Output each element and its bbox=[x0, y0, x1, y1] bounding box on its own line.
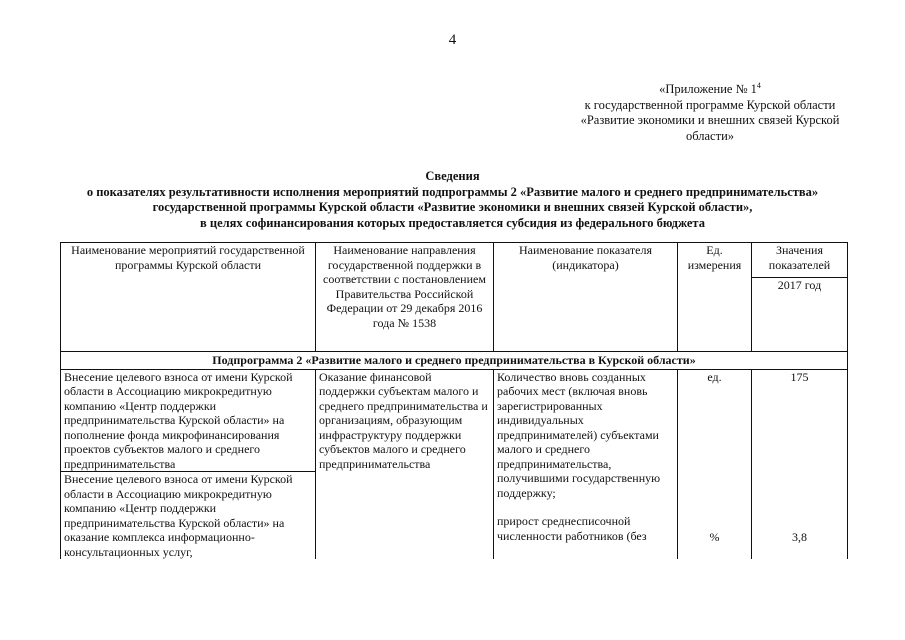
document-heading bbox=[60, 169, 845, 231]
subprogram-title: Подпрограмма 2 «Развитие малого и среднего предпринимательства в Курской области» bbox=[61, 352, 848, 370]
header-activity: Наименование мероприятий государственной программы Курской области bbox=[61, 243, 316, 352]
subprogram-row bbox=[61, 352, 848, 370]
heading-line-4: в целях софинансирования которых предоставляется субсидия из федерального бюджета bbox=[200, 215, 705, 230]
value-cell bbox=[752, 369, 848, 559]
indicator-1: Количество вновь созданных рабочих мест (включая вновь зарегистрированных индивидуальных предпринимателей) субъектами малого и среднего предпринимательства, получившими государственную поддержку; bbox=[497, 369, 661, 500]
heading-line-2: о показателях результативности исполнения мероприятий подпрограммы 2 «Развитие малого и среднего предпринимательства» bbox=[86, 184, 819, 199]
unit-2: % bbox=[709, 530, 720, 544]
page-number: 4 bbox=[448, 32, 457, 48]
value-2: 3,8 bbox=[792, 530, 807, 544]
indicator-2: прирост среднесписочной численности работников (без bbox=[497, 514, 647, 543]
appendix-line-3: «Развитие экономики и внешних связей Курской bbox=[580, 113, 840, 128]
appendix-note bbox=[560, 78, 860, 144]
header-unit: Ед. измерения bbox=[678, 243, 752, 352]
heading-line-3: государственной программы Курской области «Развитие экономики и внешних связей Курской области», bbox=[152, 200, 753, 214]
indicators-table bbox=[60, 242, 848, 559]
unit-cell bbox=[678, 369, 752, 559]
header-values: Значения показателей bbox=[752, 243, 848, 278]
heading-title: Сведения bbox=[425, 169, 480, 183]
appendix-line-2: к государственной программе Курской области bbox=[584, 97, 836, 112]
unit-1: ед. bbox=[707, 369, 722, 384]
appendix-line-1: «Приложение № $1^4$ bbox=[659, 81, 761, 97]
header-year: 2017 год bbox=[752, 278, 848, 352]
appendix-line-4: области» bbox=[685, 128, 735, 143]
table-header-row bbox=[61, 243, 848, 278]
value-1: 175 bbox=[790, 369, 809, 384]
direction-cell: Оказание финансовой поддержки субъектам малого и среднего предпринимательства и организациям, образующим инфраструктуру поддержки субъектов малого и среднего предпринимательства bbox=[316, 369, 494, 559]
appendix-superscript: 4 bbox=[756, 81, 761, 90]
header-indicator: Наименование показателя (индикатора) bbox=[494, 243, 678, 352]
activity-cell-1: Внесение целевого взноса от имени Курской области в Ассоциацию микрокредитную компанию «Центр поддержки предпринимательства Курской области» на пополнение фонда микрофинансирования проектов субъектов малого и среднего предпринимательства bbox=[61, 369, 316, 472]
table-row bbox=[61, 369, 848, 472]
header-direction: Наименование направления государственной поддержки в соответствии с постановлением Правительства Российской Федерации от 29 декабря 2016 года № 1538 bbox=[316, 243, 494, 352]
indicator-cell bbox=[494, 369, 678, 559]
activity-cell-2: Внесение целевого взноса от имени Курской области в Ассоциацию микрокредитную компанию «Центр поддержки предпринимательства Курской области» на оказание комплекса информационно-консультационных услуг, bbox=[61, 472, 316, 560]
